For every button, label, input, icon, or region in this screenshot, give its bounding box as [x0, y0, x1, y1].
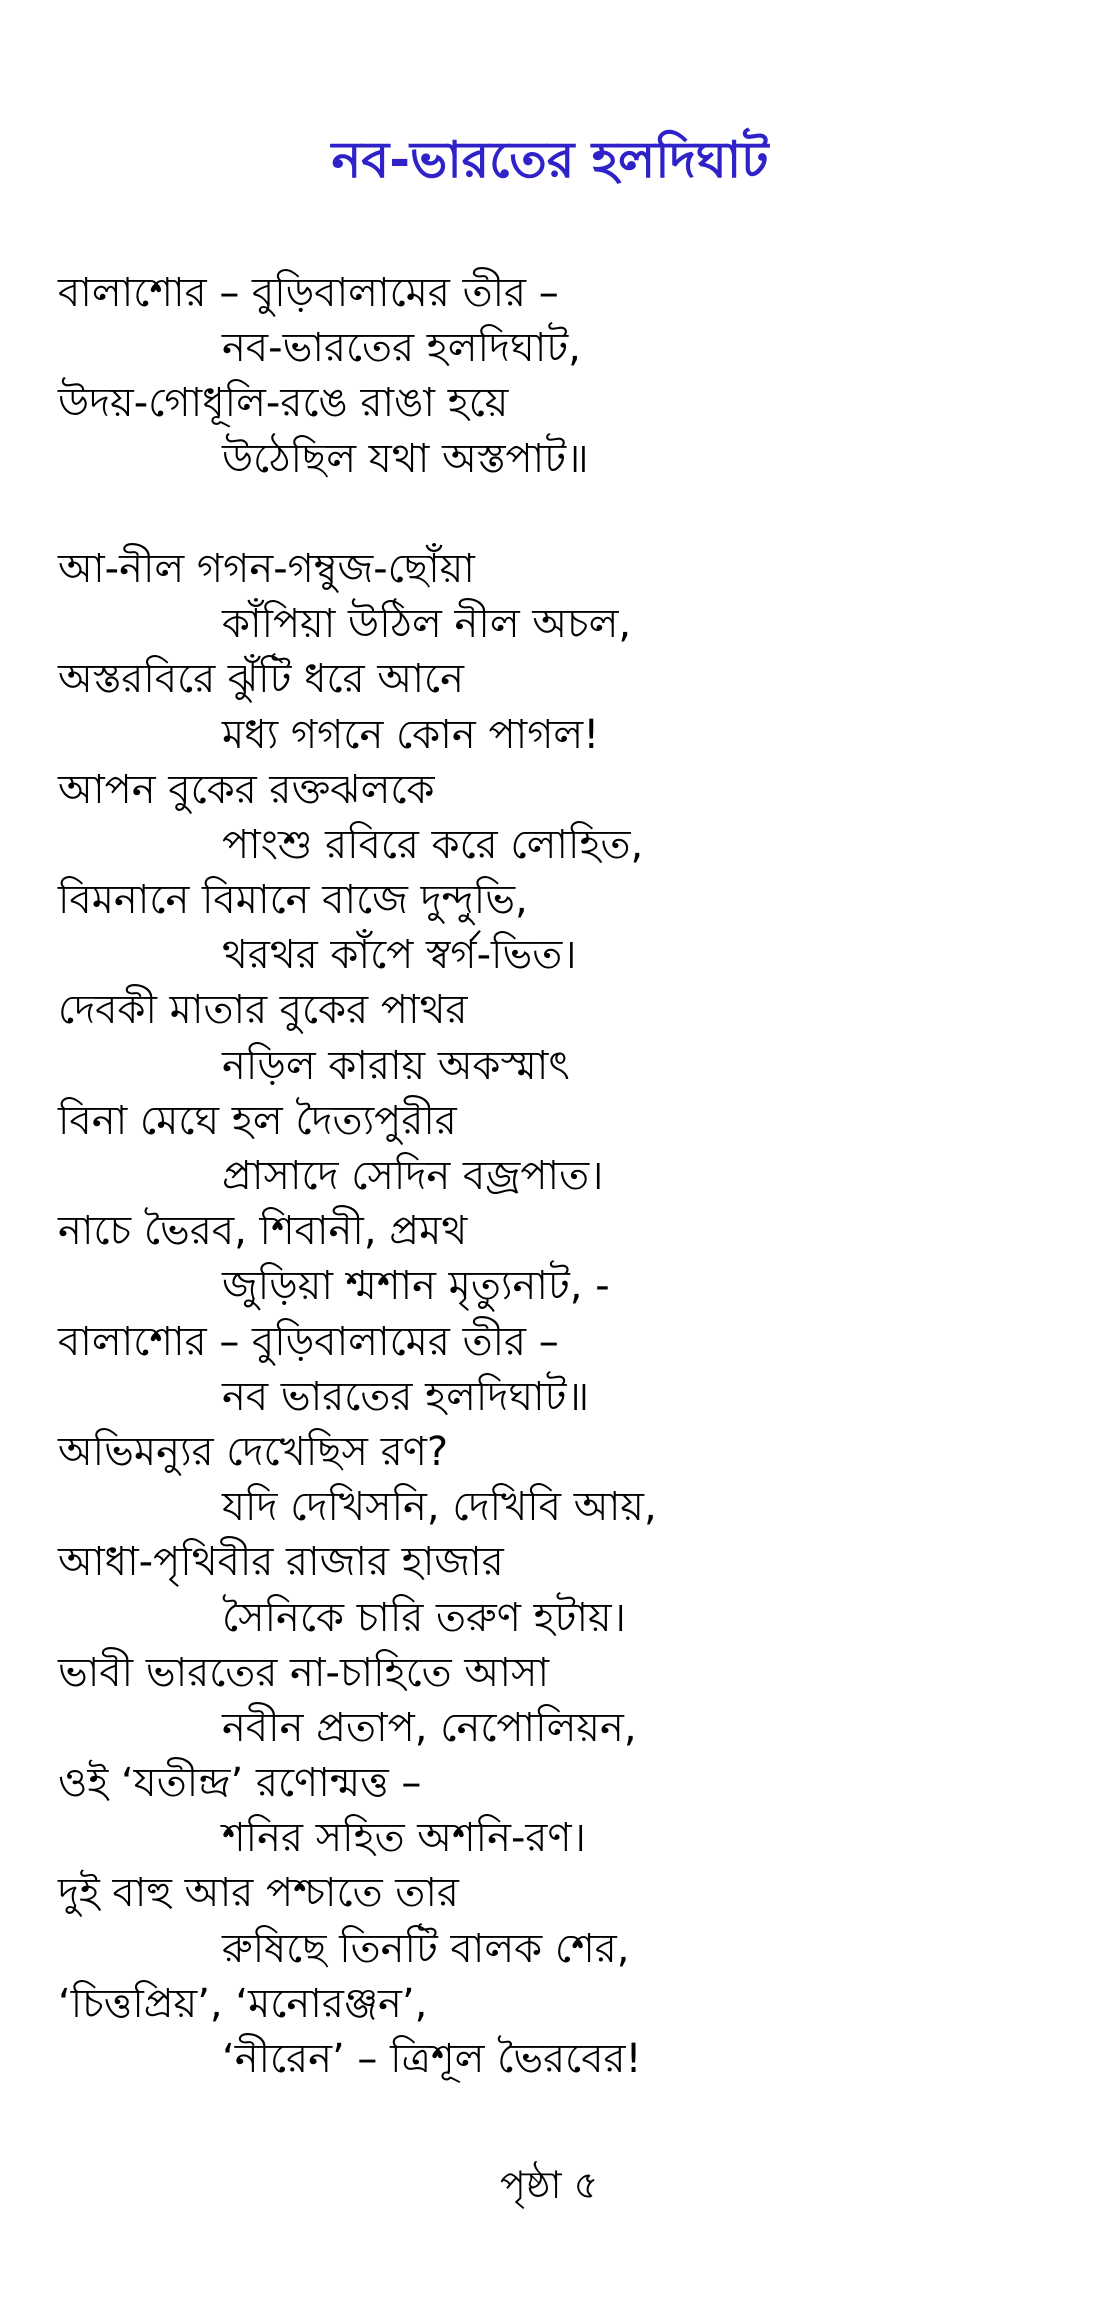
- poem-line: দুই বাহু আর পশ্চাতে তার: [58, 1870, 459, 1917]
- poem-line: নবীন প্রতাপ, নেপোলিয়ন,: [222, 1704, 637, 1751]
- poem-line: আ-নীল গগন-গম্বুজ-ছোঁয়া: [58, 545, 475, 592]
- poem-line: বিনা মেঘে হল দৈত্যপুরীর: [58, 1097, 457, 1144]
- poem-line: নব-ভারতের হলদিঘাট,: [222, 325, 581, 372]
- poem-line: উঠেছিল যথা অস্তপাট॥: [222, 435, 589, 482]
- poem-line: বালাশোর – বুড়িবালামের তীর –: [58, 1318, 559, 1365]
- poem-line: পাংশু রবিরে করে লোহিত,: [222, 821, 644, 868]
- poem-line: নব ভারতের হলদিঘাট॥: [222, 1373, 590, 1420]
- poem-line: জুড়িয়া শ্মশান মৃত্যুনাট, -: [222, 1263, 610, 1310]
- poem-title: নব-ভারতের হলদিঘাট: [331, 131, 769, 189]
- page-number: পৃষ্ঠা ৫: [500, 2163, 599, 2207]
- poem-line: শনির সহিত অশনি-রণ।: [222, 1815, 586, 1862]
- poem-line: অস্তরবিরে ঝুঁটি ধরে আনে: [58, 656, 464, 703]
- poem-line: যদি দেখিসনি, দেখিবি আয়,: [222, 1484, 657, 1531]
- poem-body: [58, 266, 1058, 2087]
- poem-line: মধ্য গগনে কোন পাগল!: [222, 711, 600, 758]
- poem-line: থরথর কাঁপে স্বর্গ-ভিত।: [222, 932, 577, 979]
- poem-line: বিমনানে বিমানে বাজে দুন্দুভি,: [58, 877, 528, 924]
- poem-line: উদয়-গোধূলি-রঙে রাঙা হয়ে: [58, 380, 509, 427]
- stanza-break: [58, 487, 1058, 542]
- poem-line: নাচে ভৈরব, শিবানী, প্রমথ: [58, 1208, 468, 1255]
- poem-line: দেবকী মাতার বুকের পাথর: [58, 987, 468, 1034]
- poem-line: ‘চিত্তপ্রিয়’, ‘মনোরঞ্জন’,: [58, 1980, 428, 2027]
- poem-line: কাঁপিয়া উঠিল নীল অচল,: [222, 601, 632, 648]
- poem-line: ভাবী ভারতের না-চাহিতে আসা: [58, 1649, 550, 1696]
- poem-line: সৈনিকে চারি তরুণ হটায়।: [222, 1594, 626, 1641]
- poem-line: ‘নীরেন’ – ত্রিশূল ভৈরবের!: [222, 2036, 642, 2082]
- poem-line: আধা-পৃথিবীর রাজার হাজার: [58, 1539, 504, 1586]
- poem-line: অভিমন্যুর দেখেছিস রণ?: [58, 1428, 449, 1475]
- poem-line: রুষিছে তিনটি বালক শের,: [222, 1925, 630, 1972]
- poem-line: নড়িল কারায় অকস্মাৎ: [222, 1042, 570, 1089]
- poem-line: ওই ‘যতীন্দ্র’ রণোন্মত্ত –: [58, 1760, 422, 1807]
- poem-line: বালাশোর – বুড়িবালামের তীর –: [58, 270, 559, 316]
- poem-line: প্রাসাদে সেদিন বজ্রপাত।: [222, 1153, 604, 1199]
- poem-line: আপন বুকের রক্তঝলকে: [58, 766, 435, 813]
